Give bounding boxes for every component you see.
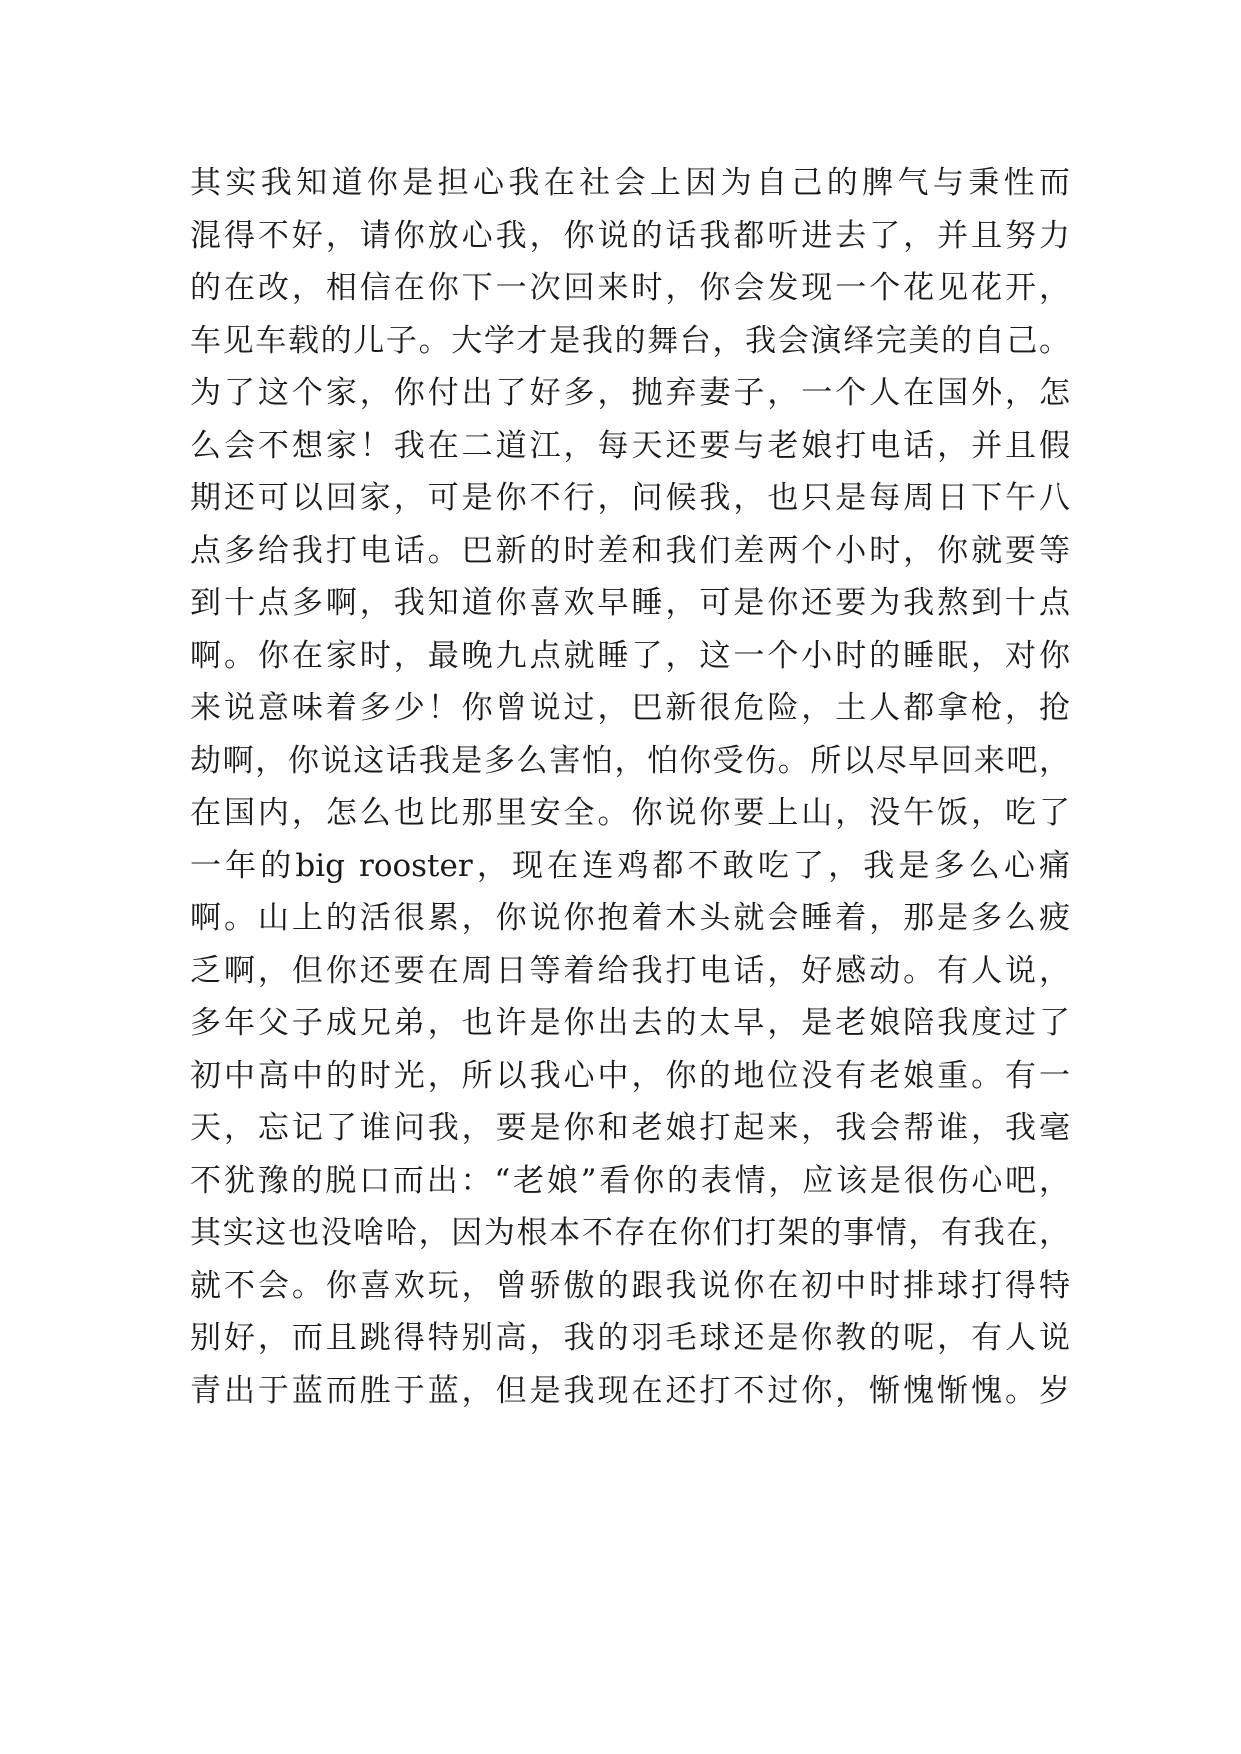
text-line: 初中高中的时光，所以我心中，你的地位没有老娘重。有一 bbox=[190, 1057, 1070, 1094]
text-line: 青出于蓝而胜于蓝，但是我现在还打不过你，惭愧惭愧。岁 bbox=[190, 1372, 1070, 1409]
text-line: 的在改，相信在你下一次回来时，你会发现一个花见花开， bbox=[190, 270, 1070, 306]
text-line: 乏啊，但你还要在周日等着给我打电话，好感动。有人说， bbox=[190, 952, 1070, 989]
text-line: 就不会。你喜欢玩，曾骄傲的跟我说你在初中时排球打得特 bbox=[190, 1267, 1070, 1304]
text-line: 混得不好，请你放心我，你说的话我都听进去了，并且努力 bbox=[190, 217, 1070, 254]
text-line: 天，忘记了谁问我，要是你和老娘打起来，我会帮谁，我毫 bbox=[190, 1110, 1070, 1146]
text-line: 期还可以回家，可是你不行，问候我，也只是每周日下午八 bbox=[190, 480, 1070, 516]
text-line: 一年的big rooster，现在连鸡都不敢吃了，我是多么心痛 bbox=[190, 847, 1070, 884]
text-line: 点多给我打电话。巴新的时差和我们差两个小时，你就要等 bbox=[190, 532, 1070, 569]
text-line: 不犹豫的脱口而出：“老娘”看你的表情，应该是很伤心吧， bbox=[190, 1162, 1070, 1199]
text-line: 劫啊，你说这话我是多么害怕，怕你受伤。所以尽早回来吧， bbox=[190, 742, 1070, 779]
document-body bbox=[190, 157, 1070, 1417]
text-line: 其实我知道你是担心我在社会上因为自己的脾气与秉性而 bbox=[190, 165, 1070, 201]
text-line: 其实这也没啥哈，因为根本不存在你们打架的事情，有我在， bbox=[190, 1215, 1070, 1251]
text-line: 为了这个家，你付出了好多，抛弃妻子，一个人在国外，怎 bbox=[190, 375, 1070, 411]
text-line: 在国内，怎么也比那里安全。你说你要上山，没午饭，吃了 bbox=[190, 795, 1070, 831]
text-line: 么会不想家！我在二道江，每天还要与老娘打电话，并且假 bbox=[190, 427, 1070, 464]
text-line: 到十点多啊，我知道你喜欢早睡，可是你还要为我熬到十点 bbox=[190, 585, 1070, 621]
text-line: 啊。山上的活很累，你说你抱着木头就会睡着，那是多么疲 bbox=[190, 900, 1070, 936]
text-line: 别好，而且跳得特别高，我的羽毛球还是你教的呢，有人说 bbox=[190, 1320, 1070, 1356]
text-line: 啊。你在家时，最晚九点就睡了，这一个小时的睡眠，对你 bbox=[190, 637, 1070, 674]
text-line: 多年父子成兄弟，也许是你出去的太早，是老娘陪我度过了 bbox=[190, 1005, 1070, 1041]
text-line: 来说意味着多少！你曾说过，巴新很危险，土人都拿枪，抢 bbox=[190, 690, 1070, 726]
text-line: 车见车载的儿子。大学才是我的舞台，我会演绎完美的自己。 bbox=[190, 322, 1070, 359]
